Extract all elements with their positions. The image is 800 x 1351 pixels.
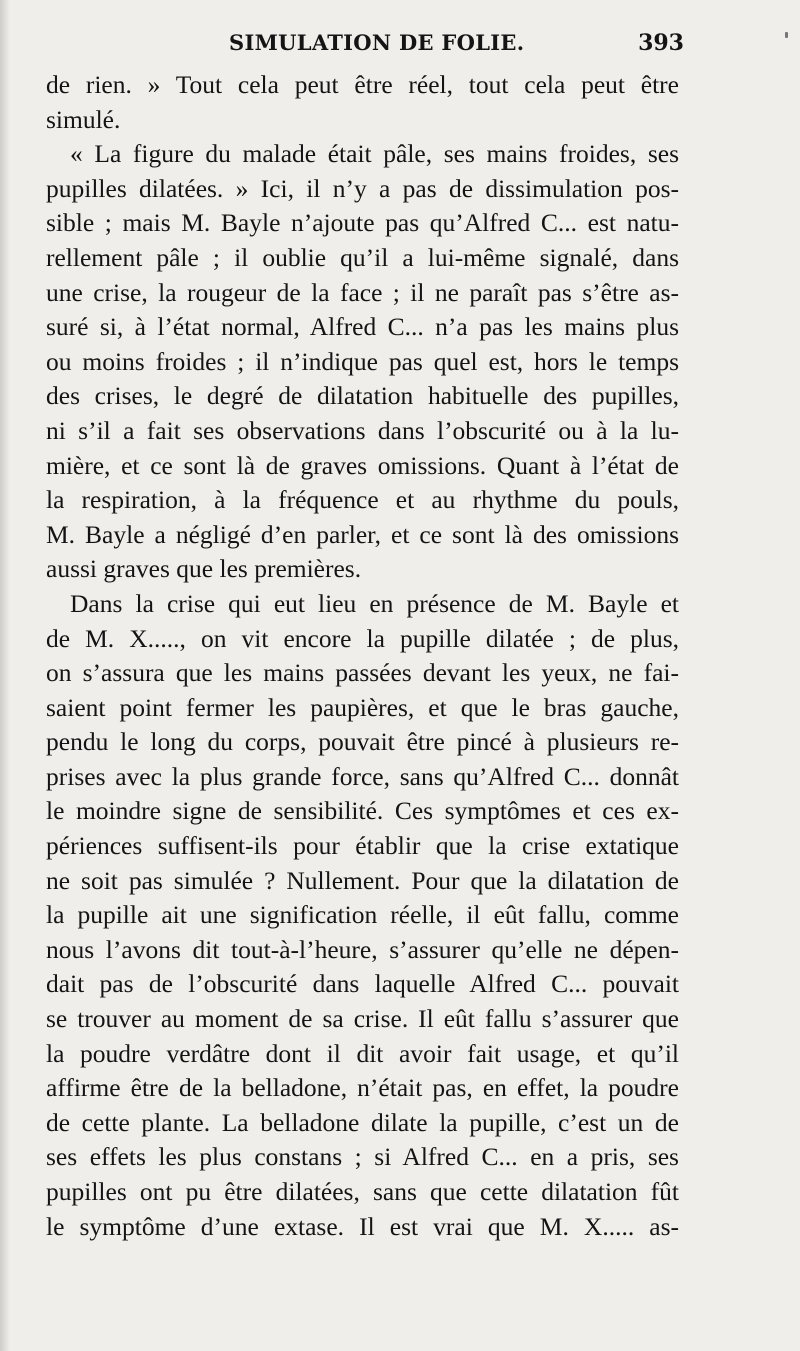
text-line: nous l’avons dit tout-à-l’heure, s’assurer qu’elle ne dépen- — [46, 934, 679, 964]
margin-mark — [785, 32, 788, 38]
text-line: sible ; mais M. Bayle n’ajoute pas qu’Alfred C... est natu- — [46, 208, 679, 238]
text-line: ou moins froides ; il n’indique pas quel est, hors le temps — [46, 346, 679, 376]
text-line: ne soit pas simulée ? Nullement. Pour que la dilatation de — [46, 865, 679, 895]
text-line: le moindre signe de sensibilité. Ces symptômes et ces ex- — [46, 796, 679, 826]
text-line: affirme être de la belladone, n’était pas, en effet, la poudre — [46, 1073, 679, 1103]
page-number: 393 — [638, 30, 684, 56]
text-line: suré si, à l’état normal, Alfred C... n’a pas les mains plus — [46, 312, 679, 342]
text-line: prises avec la plus grande force, sans qu’Alfred C... donnât — [46, 761, 679, 791]
text-line: « La figure du malade était pâle, ses mains froides, ses — [70, 139, 679, 169]
text-line: pupilles ont pu être dilatées, sans que cette dilatation fût — [46, 1177, 679, 1206]
text-line: ni s’il a fait ses observations dans l’obscurité ou à la lu- — [46, 415, 679, 445]
text-line: ses effets les plus constans ; si Alfred C... en a pris, ses — [46, 1142, 679, 1172]
text-line: le symptôme d’une extase. Il est vrai que M. X..... as- — [46, 1211, 679, 1241]
page-header — [44, 30, 684, 66]
text-line: la respiration, à la fréquence et au rhythme du pouls, — [46, 485, 679, 515]
text-line: on s’assura que les mains passées devant les yeux, ne fai- — [46, 658, 679, 688]
text-line: de cette plante. La belladone dilate la pupille, c’est un de — [46, 1107, 679, 1137]
text-line: la pupille ait une signification réelle, il eût fallu, comme — [46, 900, 679, 930]
text-line: aussi graves que les premières. — [46, 554, 362, 584]
text-line: de rien. » Tout cela peut être réel, tout cela peut être — [46, 70, 679, 99]
text-line: pendu le long du corps, pouvait être pincé à plusieurs re- — [46, 727, 679, 757]
text-line: des crises, le degré de dilatation habituelle des pupilles, — [46, 381, 679, 411]
text-line: M. Bayle a négligé d’en parler, et ce sont là des omissions — [46, 519, 679, 549]
body-text — [46, 68, 679, 1244]
page-edge-shadow — [0, 0, 10, 1351]
text-line: une crise, la rougeur de la face ; il ne paraît pas s’être as- — [46, 277, 679, 307]
text-line: saient point fermer les paupières, et que le bras gauche, — [46, 692, 679, 722]
text-line: se trouver au moment de sa crise. Il eût fallu s’assurer que — [46, 1004, 679, 1034]
text-line: périences suffisent-ils pour établir que la crise extatique — [46, 831, 679, 861]
text-line: la poudre verdâtre dont il dit avoir fait usage, et qu’il — [46, 1038, 679, 1068]
running-title: SIMULATION DE FOLIE. — [229, 30, 525, 55]
text-line: de M. X....., on vit encore la pupille dilatée ; de plus, — [46, 623, 679, 653]
text-line: pupilles dilatées. » Ici, il n’y a pas de dissimulation pos- — [46, 173, 679, 203]
text-line: dait pas de l’obscurité dans laquelle Alfred C... pouvait — [46, 969, 679, 999]
text-line: Dans la crise qui eut lieu en présence de M. Bayle et — [70, 588, 679, 618]
text-line: mière, et ce sont là de graves omissions. Quant à l’état de — [46, 450, 679, 480]
text-line: simulé. — [46, 104, 121, 134]
text-line: rellement pâle ; il oublie qu’il a lui-même signalé, dans — [46, 242, 679, 272]
